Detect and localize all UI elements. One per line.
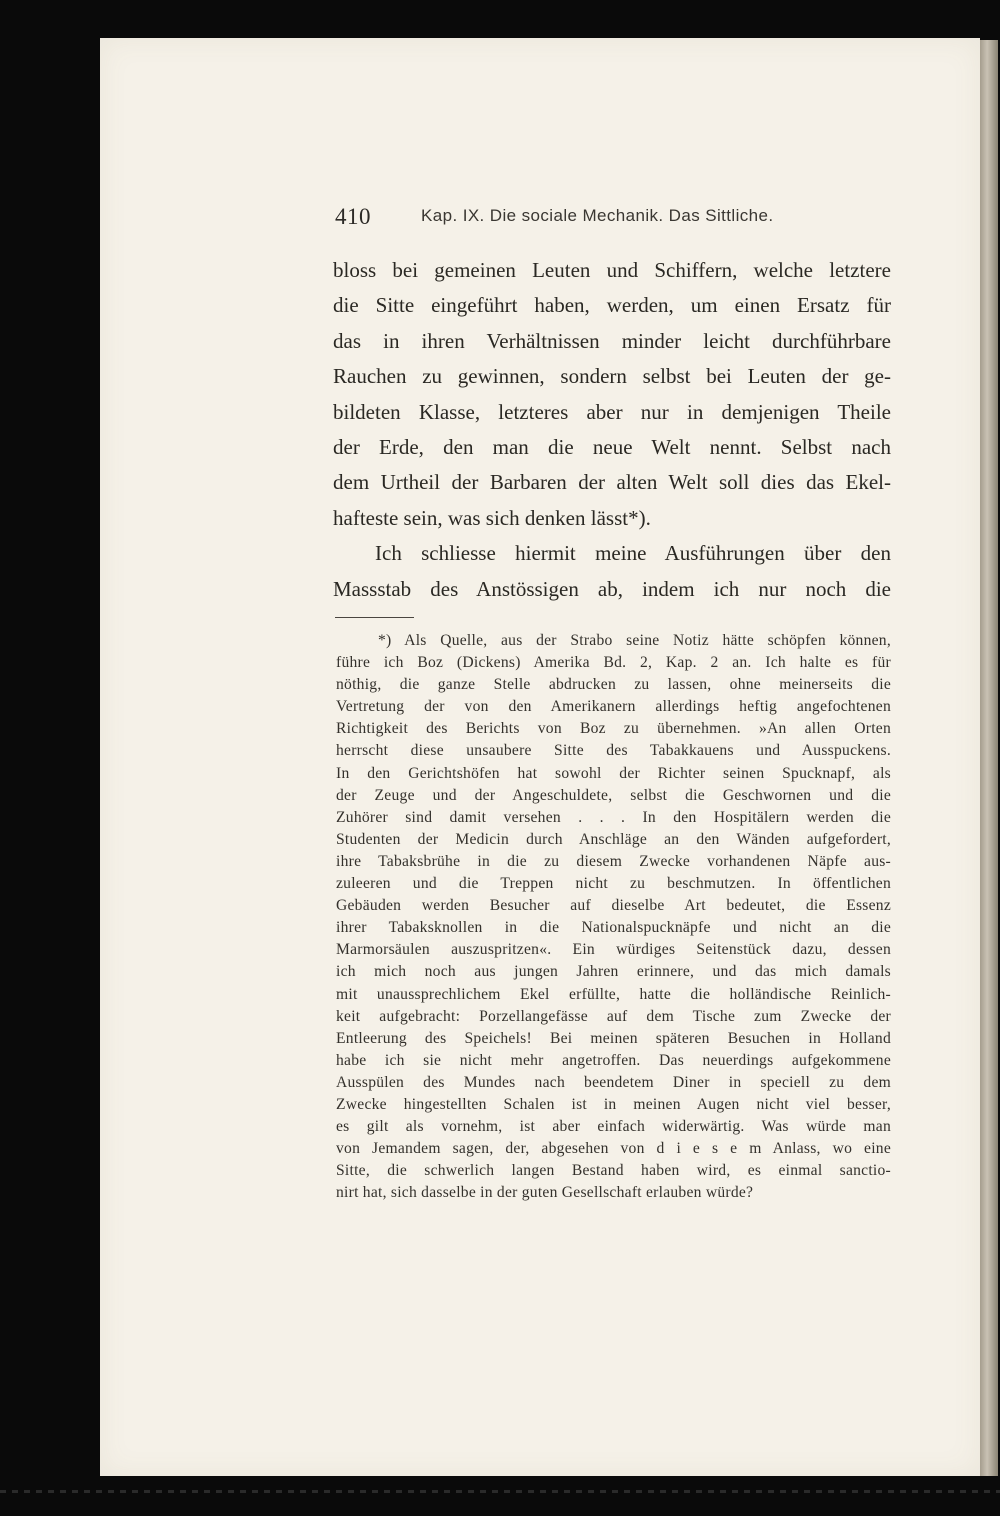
body-line: Massstab des Anstössigen ab, indem ich nur noch die <box>333 576 891 601</box>
body-line: dem Urtheil der Barbaren der alten Welt soll dies das Ekel- <box>333 470 891 495</box>
body-line: bildeten Klasse, letzteres aber nur in demjenigen Theile <box>333 399 891 424</box>
footnote-line: Sitte, die schwerlich langen Bestand haben wird, es einmal sanctio- <box>336 1162 891 1180</box>
footnote-line: es gilt als vornehm, ist aber einfach widerwärtig. Was würde man <box>336 1118 891 1136</box>
body-line: Ich schliesse hiermit meine Ausführungen über den <box>375 541 891 566</box>
footnote-line: keit aufgebracht: Porzellangefässe auf dem Tische zum Zwecke der <box>336 1007 891 1025</box>
footnote-line: In den Gerichtshöfen hat sowohl der Richter seinen Spucknapf, als <box>336 764 891 782</box>
footnote-line: Ausspülen des Mundes nach beendetem Diner in speciell zu dem <box>336 1073 891 1091</box>
footnote-line: Richtigkeit des Berichts von Boz zu übernehmen. »An allen Orten <box>336 720 891 738</box>
body-line: hafteste sein, was sich denken lässt*). <box>333 505 651 530</box>
footnote <box>336 630 891 1204</box>
footnote-rule <box>335 617 414 618</box>
scan-edge <box>0 1490 1000 1493</box>
footnote-line: von Jemandem sagen, der, abgesehen von d i e s e m Anlass, wo eine <box>336 1140 891 1158</box>
main-text <box>333 253 891 607</box>
footnote-line: habe ich sie nicht mehr angetroffen. Das neuerdings aufgekommene <box>336 1051 891 1069</box>
footnote-line: Marmorsäulen auszuspritzen«. Ein würdiges Seitenstück dazu, dessen <box>336 941 891 959</box>
footnote-line: Zwecke hingestellten Schalen ist in meinen Augen nicht viel besser, <box>336 1095 891 1113</box>
page-number: 410 <box>335 204 371 229</box>
footnote-line: Studenten der Medicin durch Anschläge an den Wänden aufgefordert, <box>336 830 891 848</box>
body-line: die Sitte eingeführt haben, werden, um einen Ersatz für <box>333 293 891 318</box>
footnote-line: Entleerung des Speichels! Bei meinen späteren Besuchen in Holland <box>336 1029 891 1047</box>
page-header <box>335 204 890 236</box>
footnote-line: ihre Tabaksbrühe in die zu diesem Zwecke vorhandenen Näpfe aus- <box>336 852 891 870</box>
body-line: bloss bei gemeinen Leuten und Schiffern, welche letztere <box>333 258 891 282</box>
footnote-line: ich mich noch aus jungen Jahren erinnere, und das mich damals <box>336 963 891 981</box>
body-line: das in ihren Verhältnissen minder leicht durchführbare <box>333 328 891 353</box>
footnote-line: herrscht diese unsaubere Sitte des Tabakkauens und Ausspuckens. <box>336 742 891 760</box>
body-line: Rauchen zu gewinnen, sondern selbst bei Leuten der ge- <box>333 364 891 389</box>
running-head: Kap. IX. Die sociale Mechanik. Das Sittliche. <box>421 206 774 225</box>
footnote-line: Gebäuden werden Besucher auf dieselbe Art bedeutet, die Essenz <box>336 897 891 915</box>
footnote-line: ihrer Tabaksknollen in die Nationalspucknäpfe und nicht an die <box>336 919 891 937</box>
footnote-line: nirt hat, sich dasselbe in der guten Gesellschaft erlauben würde? <box>336 1184 754 1202</box>
body-line: der Erde, den man die neue Welt nennt. Selbst nach <box>333 434 891 459</box>
footnote-line: Zuhörer sind damit versehen . . . In den Hospitälern werden die <box>336 808 891 826</box>
footnote-line: mit unaussprechlichem Ekel erfüllte, hatte die holländische Reinlich- <box>336 985 891 1003</box>
footnote-line: führe ich Boz (Dickens) Amerika Bd. 2, Kap. 2 an. Ich halte es für <box>336 654 891 672</box>
footnote-line: nöthig, die ganze Stelle abdrucken zu lassen, ohne meinerseits die <box>336 676 891 694</box>
footnote-line: Vertretung der von den Amerikanern allerdings heftig angefochtenen <box>336 698 891 716</box>
footnote-line: *) Als Quelle, aus der Strabo seine Notiz hätte schöpfen können, <box>378 632 891 649</box>
footnote-line: zuleeren und die Treppen nicht zu beschmutzen. In öffentlichen <box>336 875 891 893</box>
page-edge <box>980 40 998 1476</box>
footnote-line: der Zeuge und der Angeschuldete, selbst die Geschwornen und die <box>336 786 891 804</box>
